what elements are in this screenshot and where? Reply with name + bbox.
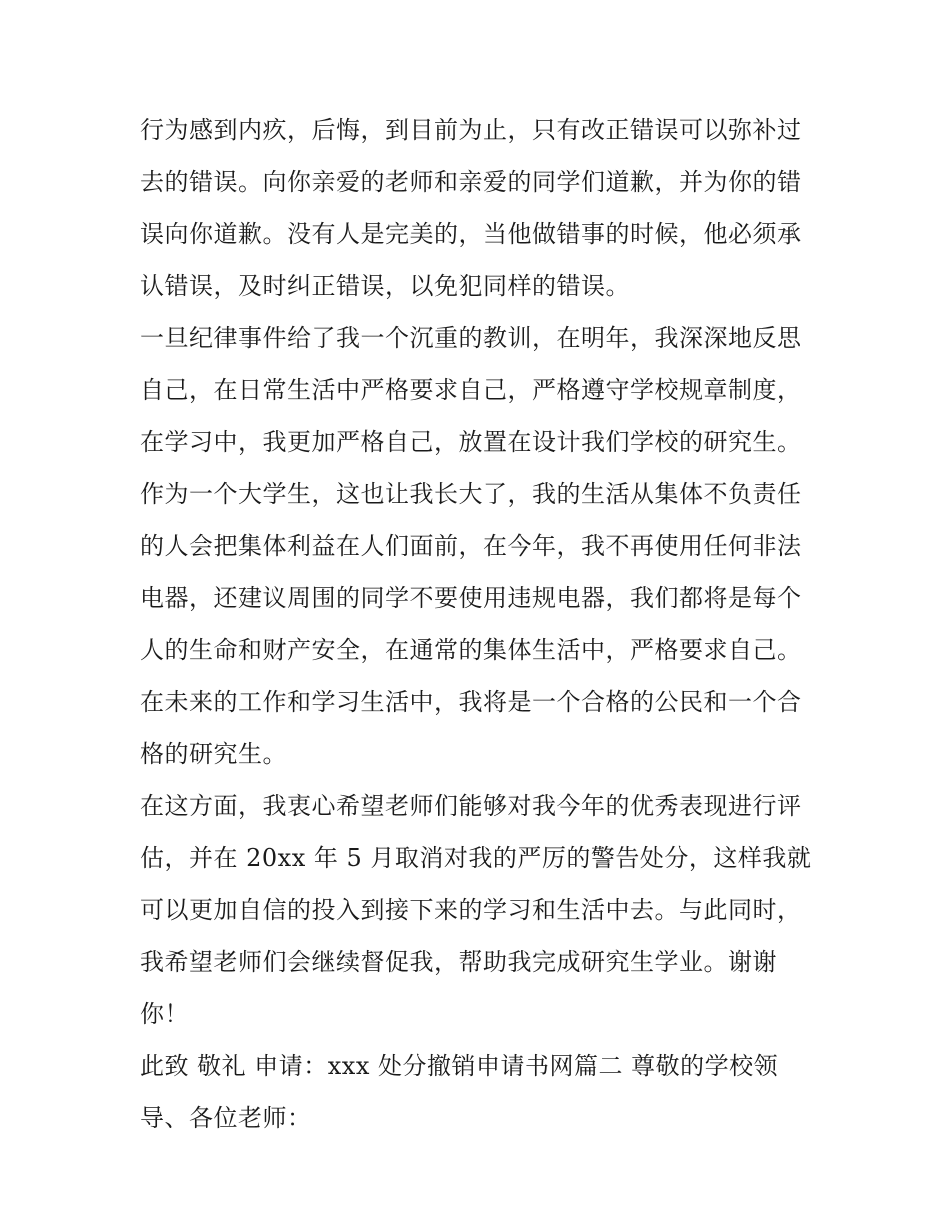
text-line: 误向你道歉。没有人是完美的，当他做错事的时候，他必须承 — [140, 220, 802, 248]
document-body — [140, 104, 820, 1144]
text-line: 去的错误。向你亲爱的老师和亲爱的同学们道歉，并为你的错 — [140, 168, 802, 196]
text-line: 你！ — [140, 1000, 189, 1028]
text-line: 可以更加自信的投入到接下来的学习和生活中去。与此同时， — [140, 896, 802, 924]
text-line: 我希望老师们会继续督促我，帮助我完成研究生学业。谢谢 — [140, 948, 777, 976]
text-line: 人的生命和财产安全，在通常的集体生活中，严格要求自己。 — [140, 636, 802, 664]
text-line: 作为一个大学生，这也让我长大了，我的生活从集体不负责任 — [140, 480, 802, 508]
text-line: 估，并在 20xx 年 5 月取消对我的严厉的警告处分，这样我就 — [140, 844, 812, 872]
text-line: 一旦纪律事件给了我一个沉重的教训，在明年，我深深地反思 — [140, 324, 802, 352]
text-line: 在未来的工作和学习生活中，我将是一个合格的公民和一个合 — [140, 688, 802, 716]
text-line: 行为感到内疚，后悔，到目前为止，只有改正错误可以弥补过 — [140, 116, 802, 144]
text-line: 格的研究生。 — [140, 740, 287, 768]
text-line: 自己，在日常生活中严格要求自己，严格遵守学校规章制度， — [140, 376, 802, 404]
text-line: 在学习中，我更加严格自己，放置在设计我们学校的研究生。 — [140, 428, 802, 456]
text-line: 电器，还建议周围的同学不要使用违规电器，我们都将是每个 — [140, 584, 802, 612]
text-line: 在这方面，我衷心希望老师们能够对我今年的优秀表现进行评 — [140, 792, 802, 820]
text-line: 认错误，及时纠正错误，以免犯同样的错误。 — [140, 272, 630, 300]
text-line: 导、各位老师： — [140, 1104, 312, 1132]
text-line: 的人会把集体利益在人们面前，在今年，我不再使用任何非法 — [140, 532, 802, 560]
text-line: 此致 敬礼 申请：xxx 处分撤销申请书网篇二 尊敬的学校领 — [140, 1052, 779, 1080]
